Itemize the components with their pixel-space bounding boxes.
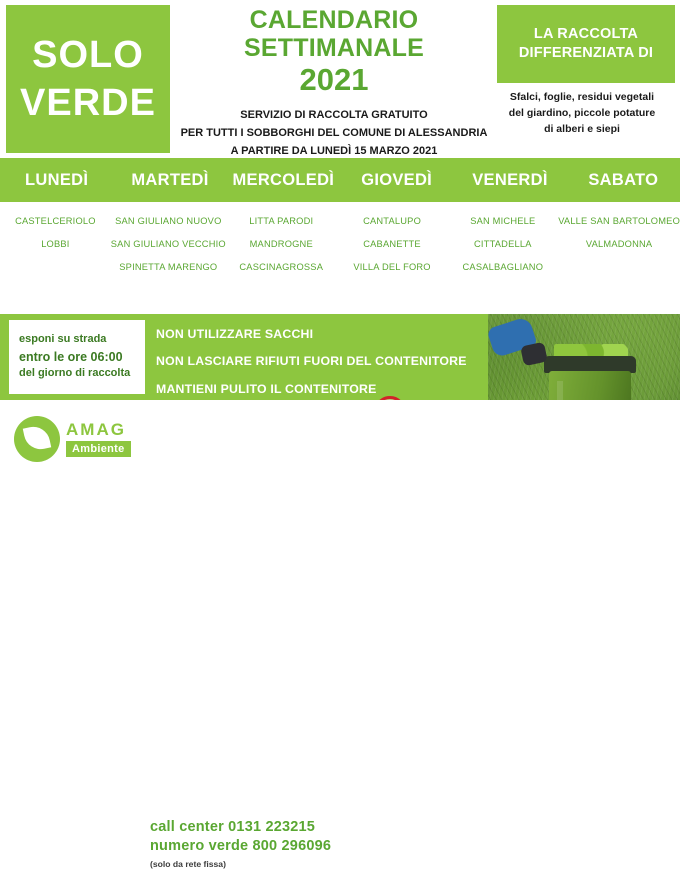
day-column-saturday [558, 202, 680, 314]
collection-description-line-2: del giardino, piccole potature [508, 106, 656, 119]
exposure-time-box [9, 320, 145, 394]
list-item: CASTELCERIOLO [15, 216, 96, 226]
page-year: 2021 [299, 62, 369, 97]
subtitle-line-1: SERVIZIO DI RACCOLTA GRATUITO [240, 109, 428, 122]
list-item: CABANETTE [363, 239, 421, 249]
worker-glove-icon [520, 342, 548, 367]
collection-description [486, 90, 678, 137]
instruction-rule-2: NON LASCIARE RIFIUTI FUORI DEL CONTENITORE [156, 354, 467, 369]
list-item: VILLA DEL FORO [353, 262, 431, 272]
leaf-logo-icon [14, 416, 60, 462]
exposure-line-3: del giorno di raccolta [19, 367, 131, 380]
page-title: CALENDARIO SETTIMANALE [244, 6, 424, 62]
weekday-header-monday: LUNEDÌ [25, 170, 89, 189]
list-item: VALLE SAN BARTOLOMEO [558, 216, 680, 226]
collection-description-line-3: di alberi e siepi [544, 122, 620, 135]
list-item: CASCINAGROSSA [239, 262, 324, 272]
call-center-number[interactable]: call center 0131 223215 [150, 819, 316, 835]
weekday-header-band [0, 158, 680, 202]
list-item: LITTA PARODI [249, 216, 314, 226]
brand-block [6, 5, 170, 153]
day-column-monday [0, 202, 111, 314]
collection-type-line-2: DIFFERENZIATA DI [518, 45, 654, 61]
list-item: CASALBAGLIANO [462, 262, 544, 272]
weekday-header-thursday: GIOVEDÌ [361, 170, 433, 189]
list-item: CITTADELLA [474, 239, 532, 249]
contact-note: (solo da rete fissa) [150, 859, 226, 869]
weekday-header-tuesday: MARTEDÌ [131, 170, 209, 189]
collection-type-line-1: LA RACCOLTA [533, 26, 639, 43]
collection-type-box [497, 5, 675, 83]
list-item: SAN GIULIANO NUOVO [115, 216, 222, 226]
day-column-wednesday [226, 202, 337, 314]
instruction-rule-1: NON UTILIZZARE SACCHI [156, 327, 314, 341]
logo-brand-sub: Ambiente [66, 441, 131, 457]
exposure-line-1: esponi su strada [19, 333, 107, 345]
instruction-rule-3: MANTIENI PULITO IL CONTENITORE [156, 381, 377, 396]
weekday-header-friday: VENERDÌ [472, 170, 548, 189]
list-item: SAN MICHELE [470, 216, 536, 226]
day-column-tuesday [111, 202, 226, 314]
header-subtitle [176, 106, 492, 160]
header-band [0, 0, 680, 158]
subtitle-line-2: PER TUTTI I SOBBORGHI DEL COMUNE DI ALESSANDRIA [180, 127, 488, 140]
contact-block [150, 818, 480, 869]
toll-free-number[interactable]: numero verde 800 296096 [150, 838, 332, 855]
list-item: MANDROGNE [249, 239, 313, 249]
brand-line-1: SOLO [32, 34, 144, 76]
footer-band [0, 400, 680, 869]
day-column-friday [447, 202, 558, 314]
day-column-thursday [337, 202, 448, 314]
brand-line-2: VERDE [20, 82, 156, 124]
worker-arm-icon [490, 322, 548, 392]
list-item: VALMADONNA [585, 239, 653, 249]
leaf-shape-icon [23, 424, 51, 452]
weekday-header-row [0, 158, 680, 202]
header-center [176, 6, 492, 161]
list-item: SPINETTA MARENGO [119, 262, 218, 272]
collection-description-line-1: Sfalci, foglie, residui vegetali [509, 91, 655, 103]
logo-brand-name: AMAG [66, 420, 126, 439]
weekday-header-saturday: SABATO [588, 170, 659, 189]
exposure-line-2: entro le ore 06:00 [19, 349, 123, 364]
list-item: CANTALUPO [363, 216, 421, 226]
list-item: SAN GIULIANO VECCHIO [110, 239, 226, 249]
amag-logo [14, 408, 144, 470]
logo-text-block [66, 421, 131, 457]
list-item: LOBBI [41, 239, 70, 249]
calendar-table-body [0, 202, 680, 314]
weekday-header-wednesday: MERCOLEDÌ [232, 170, 335, 189]
subtitle-line-3: A PARTIRE DA LUNEDÌ 15 MARZO 2021 [230, 145, 438, 158]
